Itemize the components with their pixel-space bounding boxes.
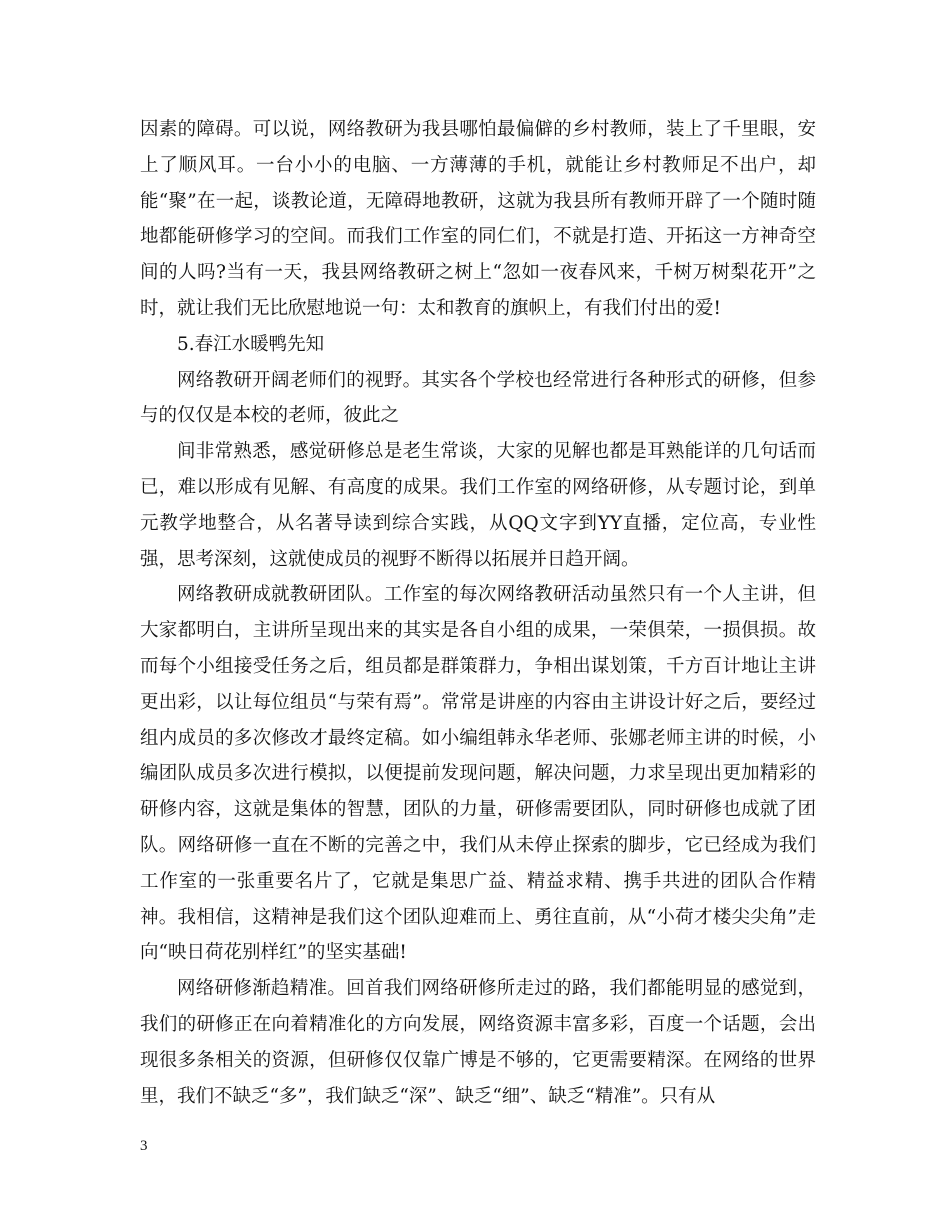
- section-heading: 5.春江水暖鸭先知: [177, 333, 325, 355]
- paragraph-3: 间非常熟悉，感觉研修总是老生常谈，大家的见解也都是耳熟能详的几句话而已，难以形成有见解、有高度的成果。我们工作室的网络研修，从专题讨论，到单元教学地整合，从名著导读到综合实践，从QQ文字到YY直播，定位高，专业性强，思考深刻，这就使成员的视野不断得以拓展并日趋开阔。: [140, 441, 816, 570]
- paragraph-1: 因素的障碍。可以说，网络教研为我县哪怕最偏僻的乡村教师，装上了千里眼，安上了顺风耳。一台小小的电脑、一方薄薄的手机，就能让乡村教师足不出户，却能“聚”在一起，谈教论道，无障碍地教研，这就为我县所有教师开辟了一个随时随地都能研修学习的空间。而我们工作室的同仁们，不就是打造、开拓这一方神奇空间的人吗?当有一天，我县网络教研之树上“忽如一夜春风来，千树万树梨花开”之时，就让我们无比欣慰地说一句：太和教育的旗帜上，有我们付出的爱!: [140, 119, 816, 319]
- document-body: [140, 112, 816, 1114]
- paragraph-2: 网络教研开阔老师们的视野。其实各个学校也经常进行各种形式的研修，但参与的仅仅是本校的老师，彼此之: [140, 369, 816, 427]
- paragraph-5: 网络研修渐趋精准。回首我们网络研修所走过的路，我们都能明显的感觉到，我们的研修正在向着精准化的方向发展，网络资源丰富多彩，百度一个话题，会出现很多条相关的资源，但研修仅仅靠广博是不够的，它更需要精深。在网络的世界里，我们不缺乏“多”，我们缺乏“深”、缺乏“细”、缺乏“精准”。只有从: [140, 978, 816, 1107]
- paragraph-4: 网络教研成就教研团队。工作室的每次网络教研活动虽然只有一个人主讲，但大家都明白，主讲所呈现出来的其实是各自小组的成果，一荣俱荣，一损俱损。故而每个小组接受任务之后，组员都是群策群力，争相出谋划策，千方百计地让主讲更出彩，以让每位组员“与荣有焉”。常常是讲座的内容由主讲设计好之后，要经过组内成员的多次修改才最终定稿。如小编组韩永华老师、张娜老师主讲的时候，小编团队成员多次进行模拟，以便提前发现问题，解决问题，力求呈现出更加精彩的研修内容，这就是集体的智慧，团队的力量，研修需要团队，同时研修也成就了团队。网络研修一直在不断的完善之中，我们从未停止探索的脚步，它已经成为我们工作室的一张重要名片了，它就是集思广益、精益求精、携手共进的团队合作精神。我相信，这精神是我们这个团队迎难而上、勇往直前，从“小荷才楼尖尖角”走向“映日荷花别样红”的坚实基础!: [140, 584, 816, 964]
- page-number: 3: [140, 1138, 148, 1154]
